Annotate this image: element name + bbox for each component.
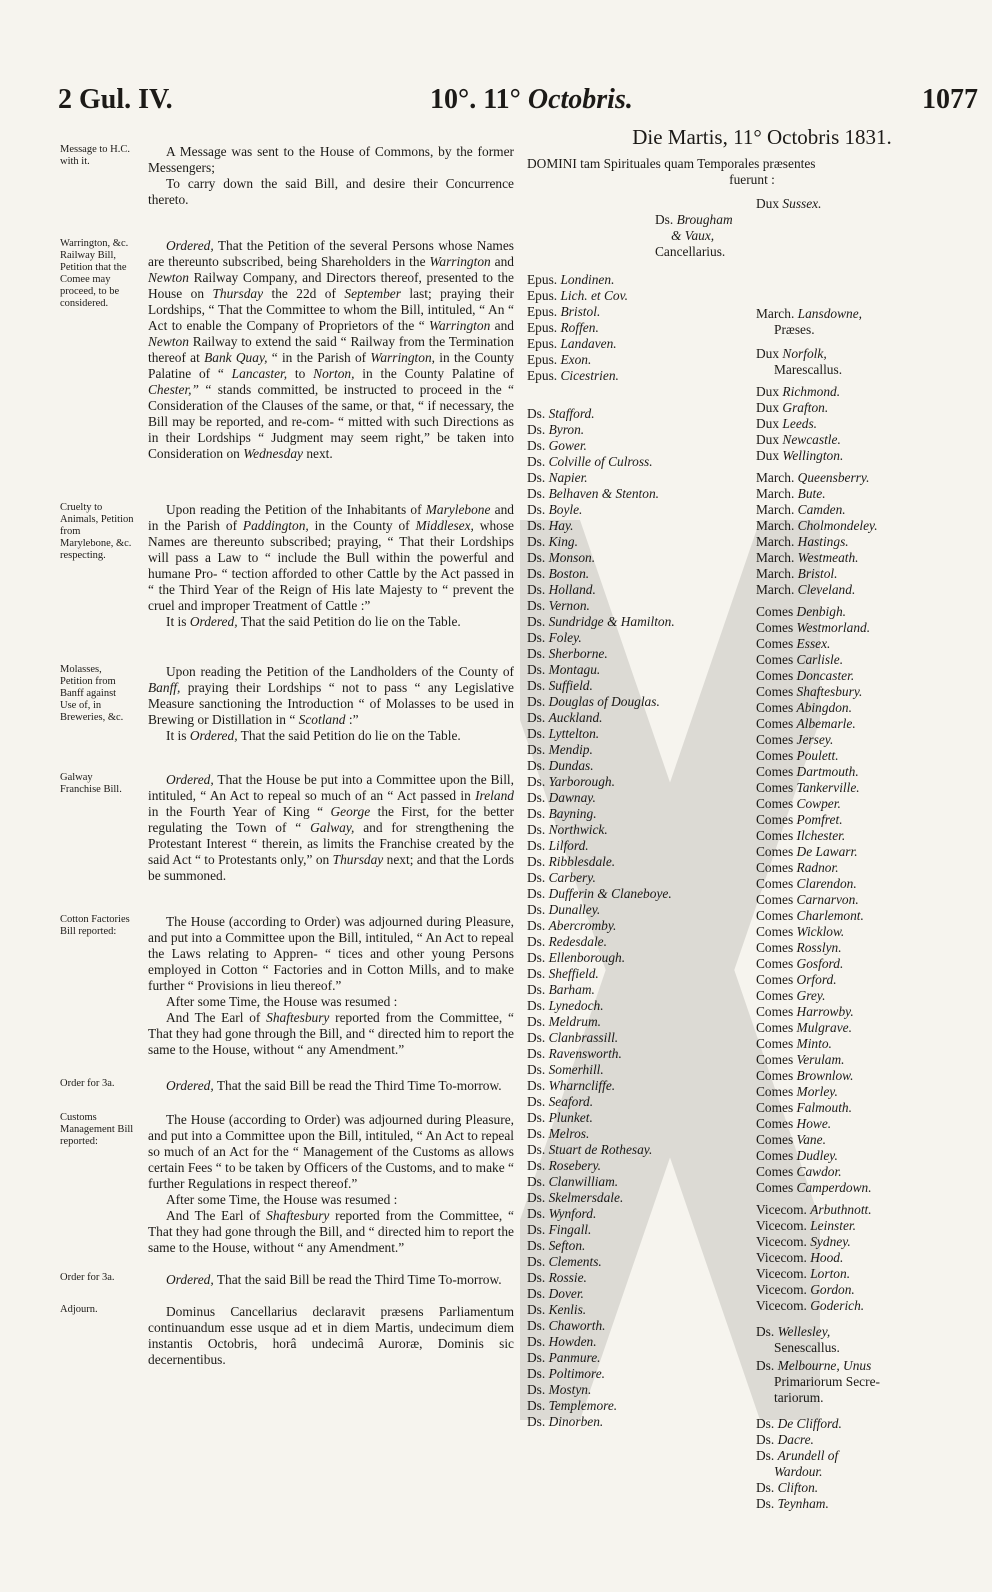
peer-entry: Ds. Holland. xyxy=(527,582,596,597)
peer-entry: Epus. Cicestrien. xyxy=(527,368,619,383)
peer-entry: Ds. Byron. xyxy=(527,422,585,437)
peer-entry: Ds. Foley. xyxy=(527,630,582,645)
entry-paragraph: Dominus Cancellarius declaravit præsens Parliamentum continuandum esse usque ad et in diem Martis, undecimum diem instantis Octobris, horâ undecimâ Auroræ, Dominis sic decernentibus. xyxy=(148,1304,514,1367)
peer-group xyxy=(756,1416,981,1512)
peer-entry: Vicecom. Goderich. xyxy=(756,1298,865,1313)
peer-entry: Comes Carnarvon. xyxy=(756,892,859,907)
peer-group xyxy=(756,470,981,598)
peer-entry: Primariorum Secre- xyxy=(774,1374,880,1389)
peer-entry: Dux Richmond. xyxy=(756,384,841,399)
journal-entry xyxy=(0,1272,515,1288)
peer-entry: Comes Wicklow. xyxy=(756,924,845,939)
peer-entry: Ds. Wynford. xyxy=(527,1206,597,1221)
peer-entry: Præses. xyxy=(774,322,815,337)
margin-note: Cruelty to Animals, Petition from Marylebone, &c. respecting. xyxy=(60,502,134,561)
peer-entry: Ds. Skelmersdale. xyxy=(527,1190,624,1205)
entry-text xyxy=(148,238,514,462)
peer-entry: Comes Albemarle. xyxy=(756,716,856,731)
peer-entry: Comes Minto. xyxy=(756,1036,832,1051)
peer-entry: Ds. Sherborne. xyxy=(527,646,608,661)
peer-lists xyxy=(527,196,977,1511)
peer-entry: Ds. Bayning. xyxy=(527,806,597,821)
margin-note: Order for 3a. xyxy=(60,1272,115,1283)
peer-entry: Ds. Templemore. xyxy=(527,1398,618,1413)
peer-entry: Wardour. xyxy=(774,1464,823,1479)
peer-entry: Comes Cawdor. xyxy=(756,1164,842,1179)
officers-and-peers-list xyxy=(756,244,981,1512)
peer-entry: Ds. Suffield. xyxy=(527,678,593,693)
peer-entry: Ds. Hay. xyxy=(527,518,574,533)
peer-entry: Ds. Carbery. xyxy=(527,870,596,885)
peer-entry: Ds. Sheffield. xyxy=(527,966,599,981)
peer-entry: Ds. Kenlis. xyxy=(527,1302,587,1317)
peer-entry: Ds. Sefton. xyxy=(527,1238,586,1253)
peer-entry: Ds. Seaford. xyxy=(527,1094,594,1109)
peer-entry: Comes Ilchester. xyxy=(756,828,846,843)
peer-entry: March. Hastings. xyxy=(756,534,849,549)
peer-entry: Dux Wellington. xyxy=(756,448,844,463)
peer-entry: Ds. Abercromby. xyxy=(527,918,617,933)
peer-entry: Vicecom. Hood. xyxy=(756,1250,844,1265)
peer-entry: Ds. Ellenborough. xyxy=(527,950,626,965)
peer-entry: Senescallus. xyxy=(774,1340,840,1355)
peer-entry: Ds. Ribblesdale. xyxy=(527,854,616,869)
journal-entry xyxy=(0,1112,515,1256)
peer-entry: Ds. Mendip. xyxy=(527,742,593,757)
peer-entry: Comes Falmouth. xyxy=(756,1100,852,1115)
peer-entry: Ds. Ravensworth. xyxy=(527,1046,622,1061)
journal-entry xyxy=(0,772,515,884)
peer-entry: Ds. Vernon. xyxy=(527,598,590,613)
peer-entry: Epus. Lich. et Cov. xyxy=(527,288,628,303)
peer-entry: Ds. Melbourne, Unus xyxy=(756,1358,872,1373)
margin-note: Cotton Factories Bill reported: xyxy=(60,914,130,937)
journal-entry xyxy=(0,238,515,462)
peer-entry: Dux Leeds. xyxy=(756,416,818,431)
peer-entry: Comes Harrowby. xyxy=(756,1004,854,1019)
entry-paragraph: After some Time, the House was resumed : xyxy=(166,1192,398,1207)
peer-entry: Comes Grey. xyxy=(756,988,826,1003)
peer-entry: Epus. Londinen. xyxy=(527,272,615,287)
peer-entry: Comes Clarendon. xyxy=(756,876,857,891)
peer-entry: March. Queensberry. xyxy=(756,470,870,485)
peer-entry: Ds. Rossie. xyxy=(527,1270,587,1285)
peer-entry: Ds. Stuart de Rothesay. xyxy=(527,1142,653,1157)
peer-entry: Ds. Montagu. xyxy=(527,662,601,677)
lord-chancellor: Ds. Brougham & Vaux, Cancellarius. xyxy=(655,212,733,259)
entry-paragraph: And The Earl of Shaftesbury reported from the Committee, “ That they had gone through the Bill, and “ directed him to report the same to the House, without “ any Amendment.” xyxy=(148,1208,514,1255)
peer-entry: Ds. Dufferin & Claneboye. xyxy=(527,886,672,901)
peer-entry: Ds. Napier. xyxy=(527,470,588,485)
peer-entry: Comes Brownlow. xyxy=(756,1068,854,1083)
header-regnal-year: 2 Gul. IV. xyxy=(58,84,173,115)
peer-entry: Ds. Douglas of Douglas. xyxy=(527,694,660,709)
peer-entry: Ds. Northwick. xyxy=(527,822,608,837)
peer-entry: Ds. Teynham. xyxy=(756,1496,829,1511)
peer-entry: Ds. Boyle. xyxy=(527,502,583,517)
peer-entry: Ds. Dunalley. xyxy=(527,902,601,917)
peer-entry: Comes Morley. xyxy=(756,1084,838,1099)
peer-entry: Comes Pomfret. xyxy=(756,812,843,827)
peer-entry: March. Bristol. xyxy=(756,566,838,581)
peer-entry: Comes Abingdon. xyxy=(756,700,852,715)
margin-note: Warrington, &c. Railway Bill, Petition that the Comee may proceed, to be considered. xyxy=(60,238,129,309)
peer-entry: Ds. Howden. xyxy=(527,1334,597,1349)
peer-entry: Ds. Fingall. xyxy=(527,1222,592,1237)
peer-entry: Vicecom. Lorton. xyxy=(756,1266,851,1281)
peer-entry: Epus. Exon. xyxy=(527,352,592,367)
entry-text xyxy=(148,144,514,208)
attendance-column xyxy=(527,124,977,1511)
entry-paragraph: It is Ordered, That the said Petition do lie on the Table. xyxy=(166,728,461,743)
peer-entry: Ds. Colville of Culross. xyxy=(527,454,653,469)
peer-entry: Ds. Clifton. xyxy=(756,1480,819,1495)
peer-entry: Ds. Wellesley, xyxy=(756,1324,831,1339)
peer-entry: March. Cholmondeley. xyxy=(756,518,878,533)
peer-entry: Comes Poulett. xyxy=(756,748,839,763)
entry-paragraph: Ordered, That the said Bill be read the Third Time To-morrow. xyxy=(166,1078,502,1093)
page-number: 1077 xyxy=(922,84,978,115)
margin-note: Message to H.C. with it. xyxy=(60,144,130,167)
peer-entry: Comes Westmorland. xyxy=(756,620,871,635)
peer-entry: Ds. Plunket. xyxy=(527,1110,593,1125)
journal-entry xyxy=(0,664,515,744)
peer-entry: Ds. Dundas. xyxy=(527,758,594,773)
peer-entry: Ds. Dover. xyxy=(527,1286,584,1301)
entry-paragraph: The House (according to Order) was adjourned during Pleasure, and put into a Committee upon the Bill, intituled, “ An Act to repeal the Laws relating to Appren- “ tices and other young Persons employed in Cotton “ Factories and in Cotton Mills, and to make further “ Provisions in lieu thereof.” xyxy=(148,914,514,993)
margin-note: Molasses, Petition from Banff against Use of, in Breweries, &c. xyxy=(60,664,124,723)
journal-entry xyxy=(0,914,515,1058)
peer-entry: Epus. Roffen. xyxy=(527,320,599,335)
peer-entry: Epus. Bristol. xyxy=(527,304,601,319)
peer-entry: Comes Denbigh. xyxy=(756,604,847,619)
peer-entry: Ds. Monson. xyxy=(527,550,596,565)
peer-entry: Ds. Yarborough. xyxy=(527,774,615,789)
peer-entry: Ds. Somerhill. xyxy=(527,1062,604,1077)
peer-entry: Comes Carlisle. xyxy=(756,652,844,667)
journal-entry xyxy=(0,144,515,208)
margin-note: Customs Management Bill reported: xyxy=(60,1112,134,1147)
entry-paragraph: After some Time, the House was resumed : xyxy=(166,994,398,1009)
peer-entry: Ds. Chaworth. xyxy=(527,1318,606,1333)
domini-heading: DOMINI tam Spirituales quam Temporales præsentes fuerunt : xyxy=(527,156,816,187)
peer-entry: Comes Orford. xyxy=(756,972,837,987)
peer-entry: March. Cleveland. xyxy=(756,582,856,597)
peer-entry: Comes Camperdown. xyxy=(756,1180,872,1195)
peer-entry: Ds. Gower. xyxy=(527,438,587,453)
peer-entry: Ds. Sundridge & Hamilton. xyxy=(527,614,675,629)
entry-text xyxy=(148,664,514,744)
peer-entry: Comes Verulam. xyxy=(756,1052,845,1067)
entry-paragraph: It is Ordered, That the said Petition do lie on the Table. xyxy=(166,614,461,629)
spiritual-lords-list xyxy=(527,272,752,384)
peer-entry: Comes Doncaster. xyxy=(756,668,855,683)
peer-entry: Ds. Stafford. xyxy=(527,406,595,421)
entry-text xyxy=(148,914,514,1058)
peer-entry: Ds. Lilford. xyxy=(527,838,589,853)
peer-entry: Ds. Poltimore. xyxy=(527,1366,605,1381)
peer-entry: Vicecom. Sydney. xyxy=(756,1234,851,1249)
entry-text xyxy=(148,1078,514,1094)
peer-entry: Vicecom. Arbuthnott. xyxy=(756,1202,872,1217)
peer-entry: Ds. Panmure. xyxy=(527,1350,601,1365)
peer-group xyxy=(756,306,981,338)
peer-entry: Ds. Meldrum. xyxy=(527,1014,602,1029)
peer-entry: Ds. Lyttelton. xyxy=(527,726,600,741)
peer-entry: March. Lansdowne, xyxy=(756,306,863,321)
peer-entry: Ds. Mostyn. xyxy=(527,1382,592,1397)
entry-text xyxy=(148,772,514,884)
peer-entry: tariorum. xyxy=(774,1390,824,1405)
peer-entry: Dux Newcastle. xyxy=(756,432,841,447)
peer-entry: Comes Charlemont. xyxy=(756,908,864,923)
peer-entry: Ds. Belhaven & Stenton. xyxy=(527,486,660,501)
peer-entry: Ds. Dacre. xyxy=(756,1432,814,1447)
peer-entry: Ds. King. xyxy=(527,534,578,549)
entry-paragraph: A Message was sent to the House of Commons, by the former Messengers; xyxy=(148,144,514,175)
peer-entry: March. Bute. xyxy=(756,486,826,501)
entry-text xyxy=(148,502,514,630)
journal-entries-column xyxy=(0,124,515,1368)
margin-note: Order for 3a. xyxy=(60,1078,115,1089)
entry-paragraph: To carry down the said Bill, and desire their Concurrence thereto. xyxy=(148,176,514,207)
peer-entry: Ds. Redesdale. xyxy=(527,934,607,949)
peer-group xyxy=(756,1358,981,1406)
peer-entry: Comes Essex. xyxy=(756,636,831,651)
peer-entry: Ds. Dawnay. xyxy=(527,790,596,805)
peer-group xyxy=(756,1324,981,1356)
peer-entry: Ds. Rosebery. xyxy=(527,1158,602,1173)
peer-entry: Dux Grafton. xyxy=(756,400,829,415)
entry-text xyxy=(148,1304,514,1368)
margin-note: Galway Franchise Bill. xyxy=(60,772,122,795)
peer-entry: Ds. Clements. xyxy=(527,1254,602,1269)
peer-entry: Dux Norfolk, xyxy=(756,346,827,361)
entry-text xyxy=(148,1112,514,1256)
peer-entry: Comes Mulgrave. xyxy=(756,1020,852,1035)
peer-entry: Comes Howe. xyxy=(756,1116,832,1131)
peer-group xyxy=(756,1202,981,1314)
entry-paragraph: Upon reading the Petition of the Landholders of the County of Banff, praying their Lordships “ not to pass “ any Legislative Measure sanctioning the Introduction “ of Molasses to be used in Brewing or Distillation in “ Scotland :” xyxy=(148,664,514,727)
peer-group xyxy=(756,384,981,464)
peer-entry: Comes Rosslyn. xyxy=(756,940,842,955)
peer-group xyxy=(756,346,981,378)
entry-paragraph: Upon reading the Petition of the Inhabitants of Marylebone and in the Parish of Paddington, in the County of Middlesex, whose Names are thereunto subscribed; praying, “ That their Lordships will pass a Law to “ include the Bull within the powerful and humane Pro- “ tection afforded to other Cattle by the Act passed in “ the Third Year of the Reign of His late Majesty to “ prevent the cruel and improper Treatment of Cattle :” xyxy=(148,502,514,613)
peer-entry: Ds. Barham. xyxy=(527,982,595,997)
peer-entry: Comes De Lawarr. xyxy=(756,844,858,859)
peer-entry: Ds. Clanwilliam. xyxy=(527,1174,619,1189)
peer-entry: Comes Tankerville. xyxy=(756,780,860,795)
peer-entry: Comes Jersey. xyxy=(756,732,834,747)
peer-group xyxy=(756,604,981,1196)
entry-paragraph: Ordered, That the Petition of the several Persons whose Names are thereunto subscribed, being Shareholders in the Warrington and Newton Railway Company, and Directors thereof, presented to the House on Thursday the 22d of September last; praying their Lordships, “ That the Committee to whom the Bill, intituled, “ An “ Act to enable the Company of Proprietors of the “ Warrington and Newton Railway to extend the said “ Railway from the Termination thereof at Bank Quay, “ in the Parish of Warrington, in the County Palatine of “ Lancaster, to Norton, in the County Palatine of Chester,” “ stands committed, be instructed to proceed in the “ Consideration of the Clauses of the same, or that, “ if necessary, the Bill may be reported, and re-com- “ mitted with such Directions as in their Lordships “ Judgment may seem right,” be taken into Consideration on Wednesday next. xyxy=(148,238,515,461)
entry-text xyxy=(148,1272,514,1288)
peer-entry: Ds. Auckland. xyxy=(527,710,603,725)
journal-entry xyxy=(0,1304,515,1368)
peer-entry: Ds. Melros. xyxy=(527,1126,590,1141)
dux-sussex: Dux Sussex. xyxy=(756,196,822,211)
peer-entry: Comes Vane. xyxy=(756,1132,826,1147)
peer-entry: Ds. Boston. xyxy=(527,566,590,581)
peer-entry: Vicecom. Gordon. xyxy=(756,1282,855,1297)
peer-entry: Comes Shaftesbury. xyxy=(756,684,863,699)
peer-entry: Ds. Dinorben. xyxy=(527,1414,604,1429)
peer-entry: Epus. Landaven. xyxy=(527,336,617,351)
peer-entry: Ds. Lynedoch. xyxy=(527,998,604,1013)
journal-entry xyxy=(0,1078,515,1094)
peer-entry: Vicecom. Leinster. xyxy=(756,1218,856,1233)
journal-entry xyxy=(0,502,515,630)
peer-entry: Ds. De Clifford. xyxy=(756,1416,842,1431)
sitting-date-title: Die Martis, 11° Octobris 1831. xyxy=(632,125,892,149)
barons-list xyxy=(527,406,752,1430)
peer-entry: Comes Dudley. xyxy=(756,1148,838,1163)
peer-entry: Comes Radnor. xyxy=(756,860,839,875)
entry-paragraph: Ordered, That the said Bill be read the Third Time To-morrow. xyxy=(166,1272,502,1287)
entry-paragraph: Ordered, That the House be put into a Committee upon the Bill, intituled, “ An Act to repeal so much of an “ Act passed in Ireland in the Fourth Year of King “ George the First, for the better regulating the Town of “ Galway, and for strengthening the Protestant Interest “ therein, as limits the Franchise created by the said Act “ to Protestants only,” on Thursday next; and that the Lords be summoned. xyxy=(148,772,515,883)
header-date: 10°. 11° Octobris. xyxy=(430,84,633,115)
peer-entry: Ds. Clanbrassill. xyxy=(527,1030,619,1045)
peer-entry: Marescallus. xyxy=(774,362,843,377)
peer-entry: Comes Gosford. xyxy=(756,956,844,971)
peer-entry: Comes Dartmouth. xyxy=(756,764,859,779)
entry-paragraph: The House (according to Order) was adjourned during Pleasure, and put into a Committee upon the Bill, intituled, “ An Act to repeal so much of an Act for the “ Management of the Customs as allows certain Fees “ to be taken by Officers of the Customs, and to make “ further Regulations in respect thereof.” xyxy=(148,1112,514,1191)
peer-entry: March. Westmeath. xyxy=(756,550,859,565)
peer-entry: March. Camden. xyxy=(756,502,846,517)
peer-entry: Ds. Arundell of xyxy=(756,1448,839,1463)
entry-paragraph: And The Earl of Shaftesbury reported from the Committee, “ That they had gone through the Bill, and “ directed him to report the same to the House, without “ any Amendment.” xyxy=(148,1010,514,1057)
margin-note: Adjourn. xyxy=(60,1304,98,1315)
peer-entry: Ds. Wharncliffe. xyxy=(527,1078,616,1093)
peer-entry: Comes Cowper. xyxy=(756,796,841,811)
